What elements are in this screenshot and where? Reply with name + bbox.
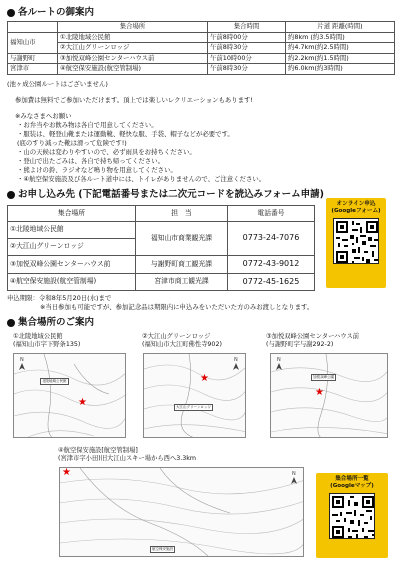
qr-code-icon[interactable] bbox=[329, 493, 375, 539]
note-line: ・山の天候は変わりやすいので、必ず雨具をお持ちください。 bbox=[17, 148, 196, 156]
section-title-routes: 各ルートの御案内 bbox=[7, 8, 94, 18]
note-line: ・お弁当やお飲み物は各自で用意してください。 bbox=[17, 121, 158, 129]
map-hokuryo[interactable]: N 北陵地域公民館 ★ bbox=[13, 353, 126, 438]
apply-table bbox=[7, 205, 315, 291]
table-row: 与謝野町 ③加悦双峰公園センターハウス前 午前10時00分 約2.2km(約1.5時間) bbox=[8, 53, 395, 64]
table-row: ①北陵地域公民館 福知山市商業観光課 0773-24-7076 bbox=[8, 222, 315, 239]
table-header: 集合場所 担 当 電話番号 bbox=[8, 206, 315, 222]
map-caption: ③加悦双峰公園センターハウス前 (与謝野町字与謝292-2) bbox=[266, 333, 360, 349]
section-title-apply: お申し込み先 (下記電話番号または二次元コードを読込みフォーム申請) bbox=[7, 190, 324, 200]
location-pin-icon: ★ bbox=[200, 373, 209, 384]
note-line: ・熊よけの鈴、ラジオなど鳴り物を用意してください。 bbox=[17, 166, 177, 174]
deadline-text: 申込期限：令和8年5月20日(水)まで bbox=[7, 294, 112, 302]
svg-text:N: N bbox=[234, 357, 238, 363]
route-note: (池ヶ成公園ルートはございません) bbox=[7, 80, 108, 88]
section-title-maps: 集合場所のご案内 bbox=[7, 318, 94, 328]
table-row: ③加悦双峰公園センターハウス前 与謝野町商工観光課 0772-43-9012 bbox=[8, 256, 315, 274]
location-pin-icon: ★ bbox=[315, 387, 324, 398]
svg-text:N: N bbox=[20, 357, 24, 363]
svg-text:N: N bbox=[277, 357, 281, 363]
bullet-icon bbox=[7, 191, 15, 199]
deadline-note: ※当日参加も可能ですが、参加記念品は期限内に申込みをいただいた方のみお渡しとなります。 bbox=[40, 303, 314, 311]
note-line: ・④航空保安施設及び各ルート道中には、トイレがありませんので、ご注意ください。 bbox=[17, 175, 266, 183]
map-aviation[interactable]: N ★ 航空保安施設 bbox=[59, 467, 304, 557]
bullet-icon bbox=[7, 319, 15, 327]
notes-title: ※みなさまへお願い bbox=[15, 112, 72, 120]
table-row: ④航空保安施設(航空管制場) 宮津市商工観光課 0772-45-1625 bbox=[8, 274, 315, 291]
map-caption: ②大江山グリーンロッジ (福知山市大江町佛性寺902) bbox=[142, 333, 222, 349]
map-greenlodge[interactable]: N ★ 大江山グリーンロッジ bbox=[143, 353, 246, 438]
table-row: ②大江山グリーンロッジ 午前8時30分 約4.7km(約2.5時間) bbox=[8, 43, 395, 54]
table-row: 福知山市 ①北陵地域公民館 午前8時00分 約8km (約3.5時間) bbox=[8, 32, 395, 43]
note-line: ・登山で出たごみは、各自で持ち帰ってください。 bbox=[17, 157, 164, 165]
location-pin-icon: ★ bbox=[62, 467, 71, 478]
map-list-qr-panel: 集合場所一覧 (Googleマップ) bbox=[316, 473, 388, 558]
note-line: (底のすり減った靴は滑って危険です!) bbox=[17, 139, 127, 147]
table-header: 集合場所 集合時間 片道 距離(時間) bbox=[8, 22, 395, 33]
location-pin-icon: ★ bbox=[78, 397, 87, 408]
map-caption: ①北陵地域公民館 (福知山市字下野条135) bbox=[13, 333, 81, 349]
table-row: 宮津市 ④航空保安施設(航空管制場) 午前8時30分 約6.0km(約3時間) bbox=[8, 64, 395, 75]
intro-text: 参加費は無料でご参加いただけます。頂上では楽しいレクリエーションもあります! bbox=[15, 96, 253, 104]
note-line: ・服装は、軽登山靴または運動靴、軽快な服、手袋、帽子などが必要です。 bbox=[17, 130, 234, 138]
map-kaya[interactable]: N 加悦双峰公園 ★ bbox=[270, 353, 388, 438]
qr-code-icon[interactable] bbox=[333, 218, 379, 264]
route-table bbox=[7, 21, 395, 75]
table-row: ②大江山グリーンロッジ bbox=[8, 239, 315, 256]
svg-text:N: N bbox=[292, 471, 296, 477]
bullet-icon bbox=[7, 9, 15, 17]
map-caption: ④航空保安施設[航空管制場] (宮津市字小田)旧大江山スキー場から西へ3.3km bbox=[58, 447, 197, 463]
online-apply-qr-panel: オンライン申込 (Googleフォーム) bbox=[326, 198, 386, 288]
